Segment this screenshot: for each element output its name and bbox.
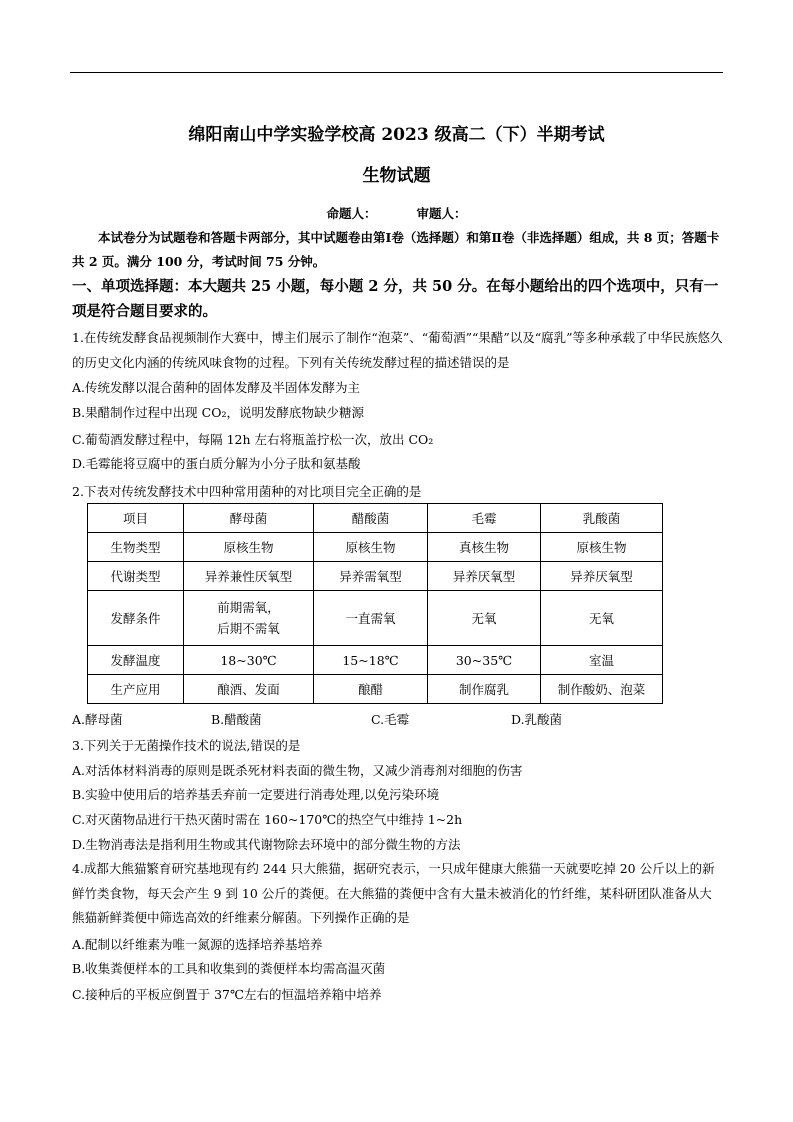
table-row [88,675,663,704]
q3-option-b: B.实验中使用后的培养基丢弃前一定要进行消毒处理,以免污染环境 [72,787,440,802]
reviewer-label: 审题人： [416,206,467,221]
q2-option-a: A.酵母菌 [72,712,123,727]
table-header-cell: 乳酸菌 [541,504,663,533]
table-header-cell: 醋酸菌 [314,504,428,533]
table-cell: 生物类型 [88,533,184,562]
table-row [88,562,663,591]
table-cell: 无氧 [428,591,541,646]
q2-options [72,710,562,728]
q1-option-a: A.传统发酵以混合菌种的固体发酵及半固体发酵为主 [72,380,361,395]
q3-option-d: D.生物消毒法是指利用生物或其代谢物除去环境中的部分微生物的方法 [72,837,461,852]
table-cell: 酿醋 [314,675,428,704]
q2-stem: 2.下表对传统发酵技术中四种常用菌种的对比项目完全正确的是 [72,484,422,499]
exam-instructions: 本试卷分为试题卷和答题卡两部分，其中试题卷由第Ⅰ卷（选择题）和第Ⅱ卷（非选择题）组成，共 8 页；答题卡共 2 页。满分 100 分，考试时间 75 分钟。 [72,230,720,269]
table-cell: 发酵温度 [88,646,184,675]
q1-option-b: B.果醋制作过程中出现 CO₂，说明发酵底物缺少糖源 [72,405,364,420]
table-cell: 酿酒、发面 [184,675,314,704]
table-cell: 无氧 [541,591,663,646]
exam-subtitle: 生物试题 [362,166,431,186]
table-cell: 一直需氧 [314,591,428,646]
table-cell: 发酵条件 [88,591,184,646]
authors-line [0,204,793,222]
q3-stem: 3.下列关于无菌操作技术的说法,错误的是 [72,738,301,753]
section-heading: 一、单项选择题：本大题共 25 小题，每小题 2 分，共 50 分。在每小题给出的四个选项中，只有一项是符合题目要求的。 [72,278,719,320]
table-cell: 15~18℃ [314,646,428,675]
q1-option-d: D.毛霉能将豆腐中的蛋白质分解为小分子肽和氨基酸 [72,456,361,471]
q4-option-c: C.接种后的平板应倒置于 37℃左右的恒温培养箱中培养 [72,987,382,1002]
q4-option-b: B.收集粪便样本的工具和收集到的粪便样本均需高温灭菌 [72,961,386,976]
table-header-cell: 毛霉 [428,504,541,533]
table-cell-line: 前期需氧， [217,600,280,615]
table-cell: 制作腐乳 [428,675,541,704]
q1-stem: 1.在传统发酵食品视频制作大赛中，博主们展示了制作“泡菜”、“葡萄酒”“果醋”以及“腐乳”等多种承载了中华民族悠久的历史文化内涵的传统风味食物的过程。下列有关传统发酵过程的描述错误的是 [72,330,723,370]
table-cell: 代谢类型 [88,562,184,591]
table-cell: 制作酸奶、泡菜 [541,675,663,704]
q4-option-a: A.配制以纤维素为唯一氮源的选择培养基培养 [72,937,323,952]
table-cell: 原核生物 [184,533,314,562]
table-cell: 18~30℃ [184,646,314,675]
table-cell: 30~35℃ [428,646,541,675]
exam-title: 绵阳南山中学实验学校高 2023 级高二（下）半期考试 [188,125,605,145]
table-cell-line: 后期不需氧 [217,621,280,636]
q3-option-c: C.对灭菌物品进行干热灭菌时需在 160~170℃的热空气中维持 1~2h [72,812,463,827]
table-header-cell: 酵母菌 [184,504,314,533]
q3-option-a: A.对活体材料消毒的原则是既杀死材料表面的微生物，又减少消毒剂对细胞的伤害 [72,763,523,778]
header-rule [70,72,723,73]
q1-option-c: C.葡萄酒发酵过程中，每隔 12h 左右将瓶盖拧松一次，放出 CO₂ [72,432,434,447]
table-cell: 异养厌氧型 [541,562,663,591]
q2-option-b: B.醋酸菌 [211,712,262,727]
table-cell: 生产应用 [88,675,184,704]
table-header-cell: 项目 [88,504,184,533]
comparison-table [87,503,663,704]
q2-option-d: D.乳酸菌 [511,712,563,727]
proposer-label: 命题人： [326,206,377,221]
table-header-row [88,504,663,533]
q4-stem: 4.成都大熊猫繁育研究基地现有约 244 只大熊猫，据研究表示，一只成年健康大熊猫一天就要吃掉 20 公斤以上的新鲜竹类食物，每天会产生 9 到 10 公斤的粪便。在大熊猫的粪便中含有大量未被消化的竹纤维，某科研团队准备从大熊猫新鲜粪便中筛选高效的纤维素分解菌。下列操作正确的是 [72,861,715,925]
q2-option-c: C.毛霉 [371,712,410,727]
table-cell: 室温 [541,646,663,675]
table-row [88,533,663,562]
table-cell [184,591,314,646]
table-cell: 真核生物 [428,533,541,562]
table-row [88,591,663,646]
table-cell: 异养兼性厌氧型 [184,562,314,591]
table-cell: 原核生物 [314,533,428,562]
table-cell: 异养厌氧型 [428,562,541,591]
table-row [88,646,663,675]
table-cell: 原核生物 [541,533,663,562]
table-cell: 异养需氧型 [314,562,428,591]
